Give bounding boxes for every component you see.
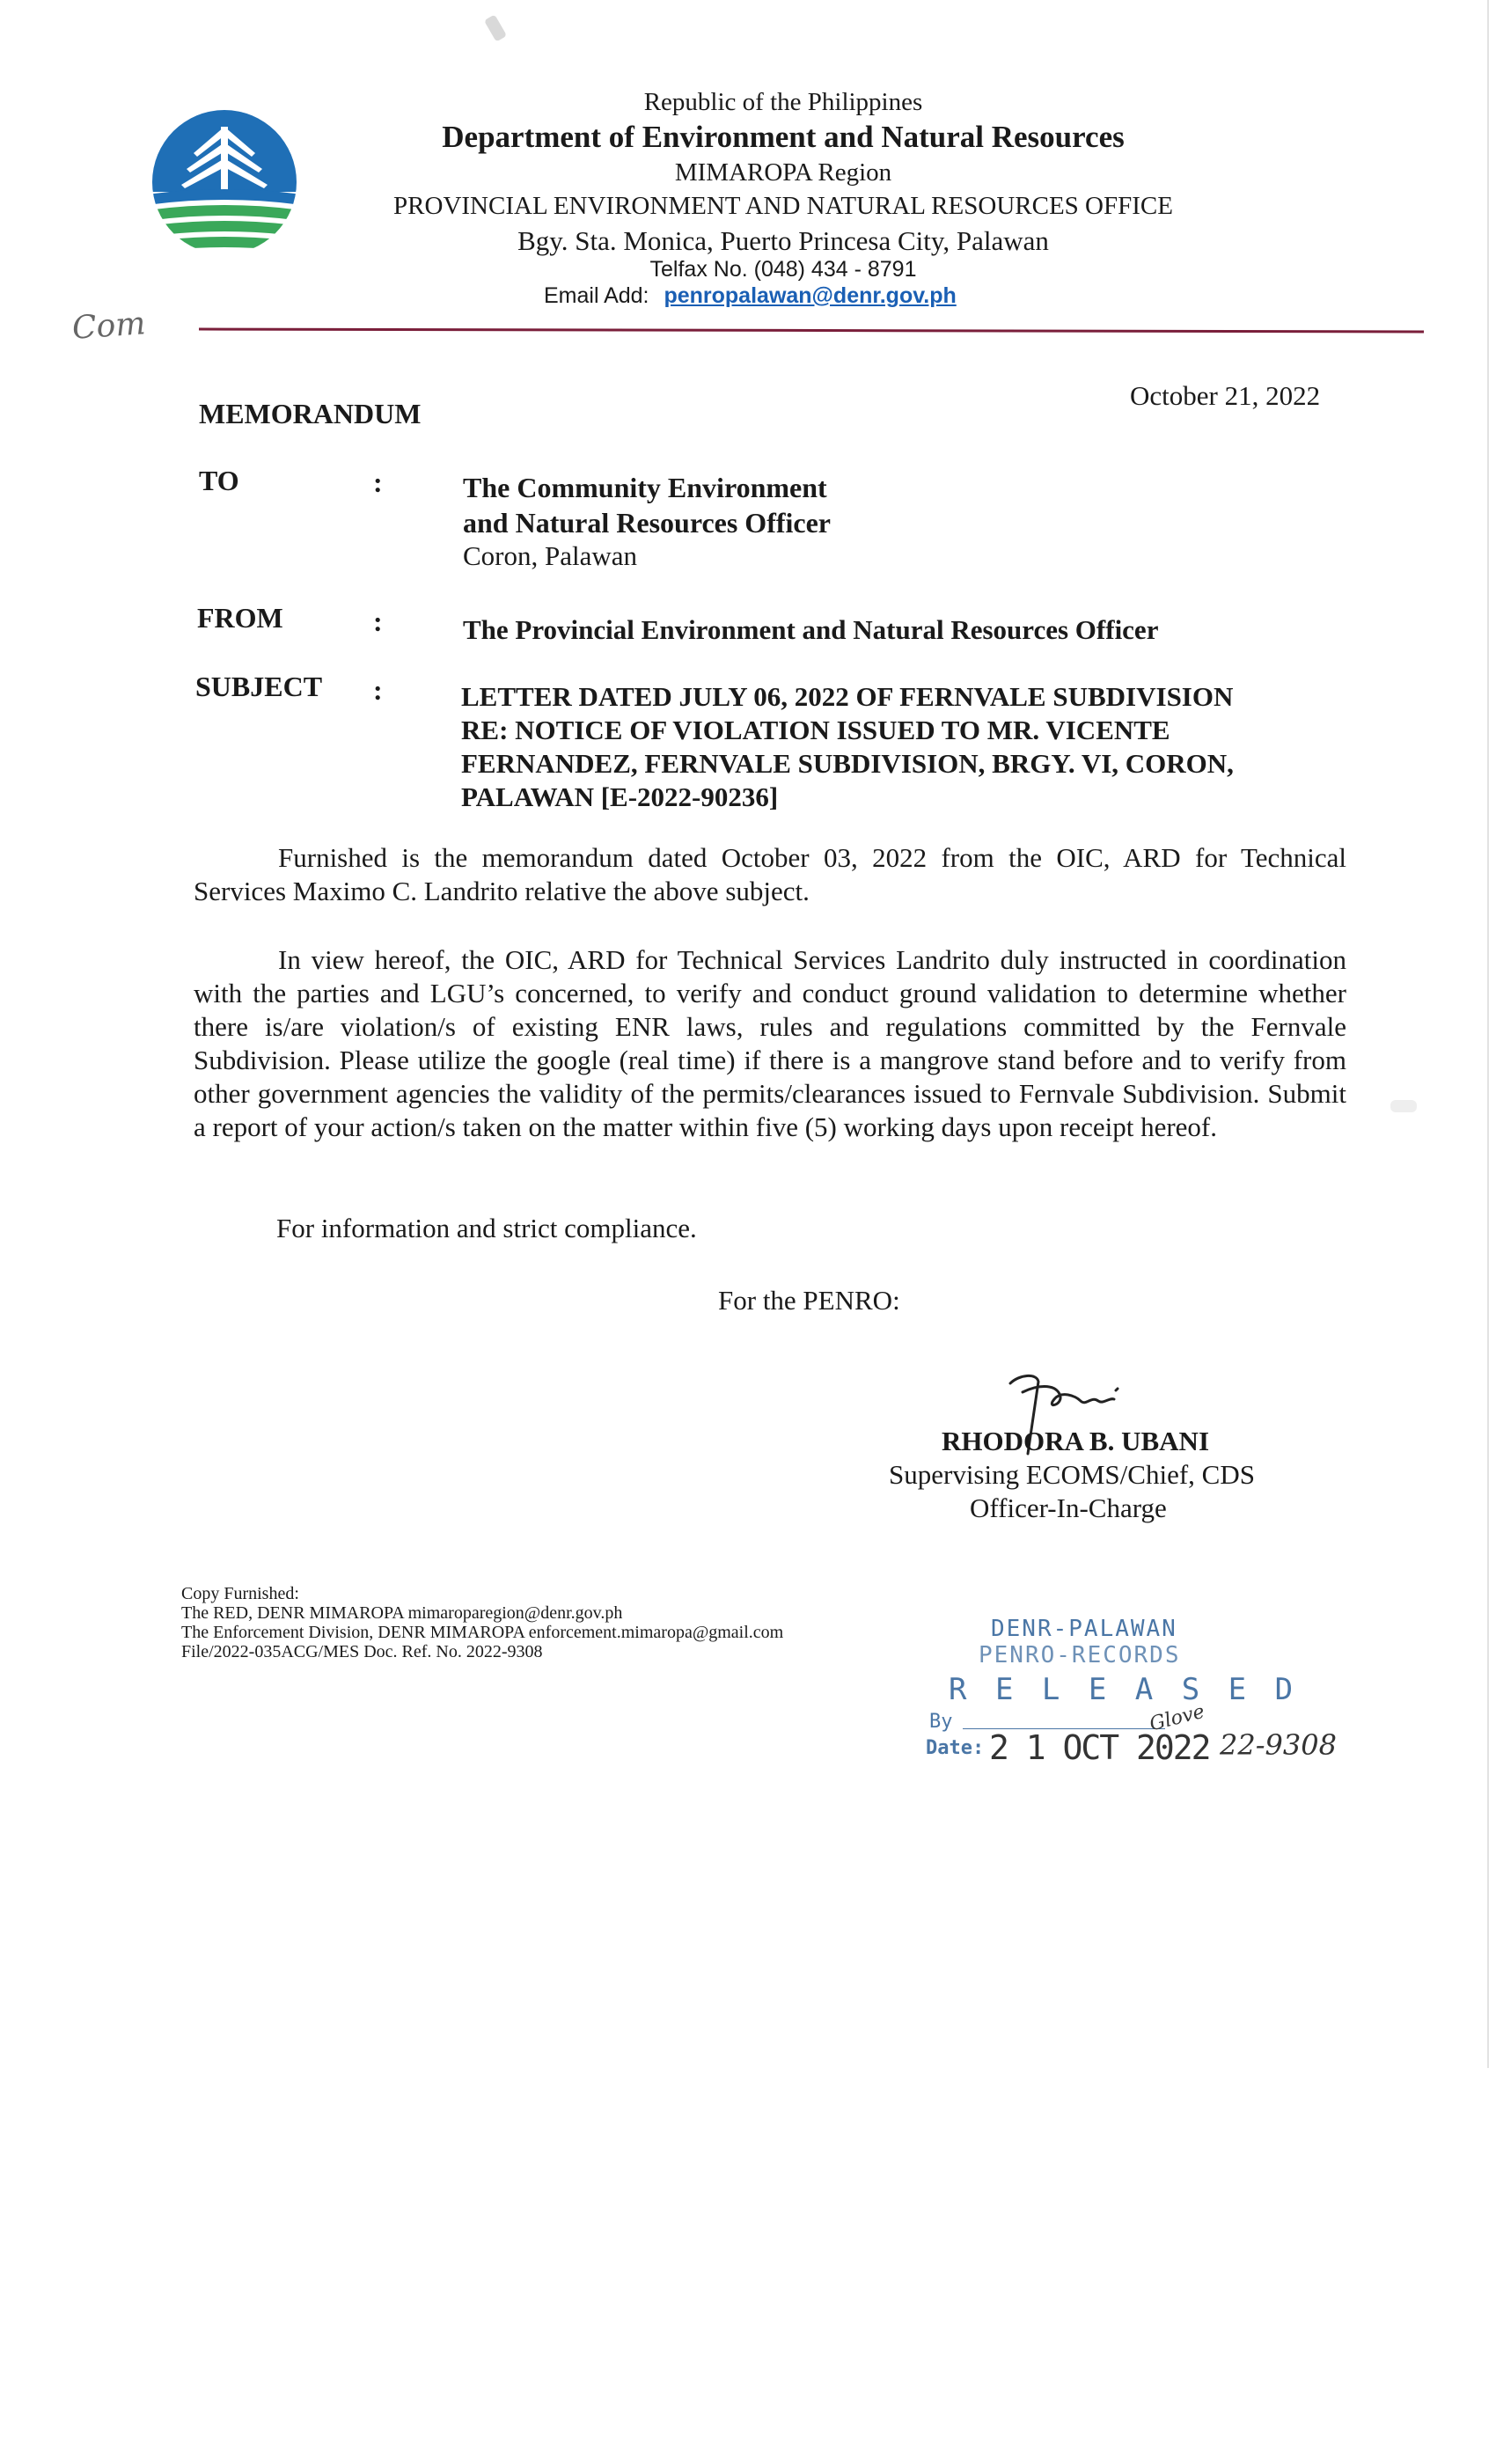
copy-furnished-line-2: The Enforcement Division, DENR MIMAROPA enforcement.mimaropa@gmail.com: [181, 1623, 784, 1642]
body-paragraph-1: Furnished is the memorandum dated October 03, 2022 from the OIC, ARD for Technical Services Maximo C. Landrito relative the above subject.: [194, 842, 1346, 906]
subject-label: SUBJECT: [195, 671, 323, 702]
header-republic: Republic of the Philippines: [643, 88, 923, 116]
stamp-line-2: PENRO-RECORDS: [979, 1642, 1181, 1668]
header-email-row: [544, 283, 957, 309]
denr-logo: [141, 107, 308, 257]
stamp-handwritten-initials: Glove: [1147, 1700, 1207, 1736]
scan-speck: [484, 14, 507, 41]
stamp-by-label: By: [929, 1711, 953, 1733]
copy-furnished-line-1: The RED, DENR MIMAROPA mimaroparegion@denr.gov.ph: [181, 1603, 623, 1623]
signatory-name: RHODORA B. UBANI: [942, 1426, 1210, 1456]
body-paragraph-2: In view hereof, the OIC, ARD for Technical Services Landrito duly instructed in coordination with the parties and LGU’s concerned, to verify and conduct ground validation to determine whether there is/are violation/s of existing ENR laws, rules and regulations committed by the Fernvale Subdivision. Please utilize the google (real time) if there is a mangrove stand before and to verify from other government agencies the validity of the permits/clearances issued to Fernvale Subdivision. Submit a report of your action/s taken on the matter within five (5) working days upon receipt hereof.: [194, 944, 1346, 1142]
from-label: FROM: [197, 602, 283, 634]
stamp-released: R E L E A S E D: [949, 1672, 1299, 1707]
header-telfax: Telfax No. (048) 434 - 8791: [649, 257, 917, 282]
to-line-2: and Natural Resources Officer: [463, 507, 831, 539]
memo-date: October 21, 2022: [1130, 380, 1321, 411]
subject-colon: :: [373, 674, 383, 706]
copy-furnished-heading: Copy Furnished:: [181, 1584, 299, 1603]
stamp-line-1: DENR-PALAWAN: [991, 1616, 1177, 1642]
header-email-label: Email Add:: [544, 283, 649, 308]
to-colon: :: [373, 466, 383, 498]
to-line-3: Coron, Palawan: [463, 540, 638, 571]
body-paragraph-3: For information and strict compliance.: [276, 1213, 697, 1243]
subject-line-4: PALAWAN [E-2022-90236]: [461, 781, 779, 812]
closing-line: For the PENRO:: [718, 1285, 900, 1316]
to-line-1: The Community Environment: [463, 472, 827, 503]
header-office: PROVINCIAL ENVIRONMENT AND NATURAL RESOURCES OFFICE: [393, 192, 1173, 220]
subject-line-2: RE: NOTICE OF VIOLATION ISSUED TO MR. VICENTE: [461, 715, 1170, 745]
from-colon: :: [373, 605, 383, 637]
scan-edge-line: [1487, 0, 1489, 2068]
header-divider: [199, 328, 1424, 334]
stamp-date-value: 2 1 OCT 2022: [989, 1728, 1210, 1767]
memo-title: MEMORANDUM: [199, 398, 422, 429]
from-value: The Provincial Environment and Natural Resources Officer: [463, 614, 1159, 645]
header-department: Department of Environment and Natural Resources: [442, 120, 1125, 154]
copy-furnished-line-3: File/2022-035ACG/MES Doc. Ref. No. 2022-9308: [181, 1642, 543, 1661]
subject-line-3: FERNANDEZ, FERNVALE SUBDIVISION, BRGY. VI, CORON,: [461, 748, 1234, 779]
scan-mark-right: [1390, 1100, 1417, 1112]
to-label: TO: [199, 465, 239, 496]
header-region: MIMAROPA Region: [674, 158, 892, 187]
header-address: Bgy. Sta. Monica, Puerto Princesa City, Palawan: [517, 225, 1049, 256]
stamp-handwritten-ref: 22-9308: [1220, 1728, 1337, 1762]
stamp-date-label: Date:: [926, 1737, 985, 1759]
header-email-link[interactable]: penropalawan@denr.gov.ph: [664, 283, 957, 308]
margin-handwritten-note: Com: [70, 305, 147, 347]
subject-line-1: LETTER DATED JULY 06, 2022 OF FERNVALE SUBDIVISION: [461, 681, 1234, 712]
signatory-title-1: Supervising ECOMS/Chief, CDS: [889, 1459, 1255, 1490]
records-stamp: [924, 1616, 1338, 1765]
signatory-title-2: Officer-In-Charge: [970, 1492, 1167, 1523]
